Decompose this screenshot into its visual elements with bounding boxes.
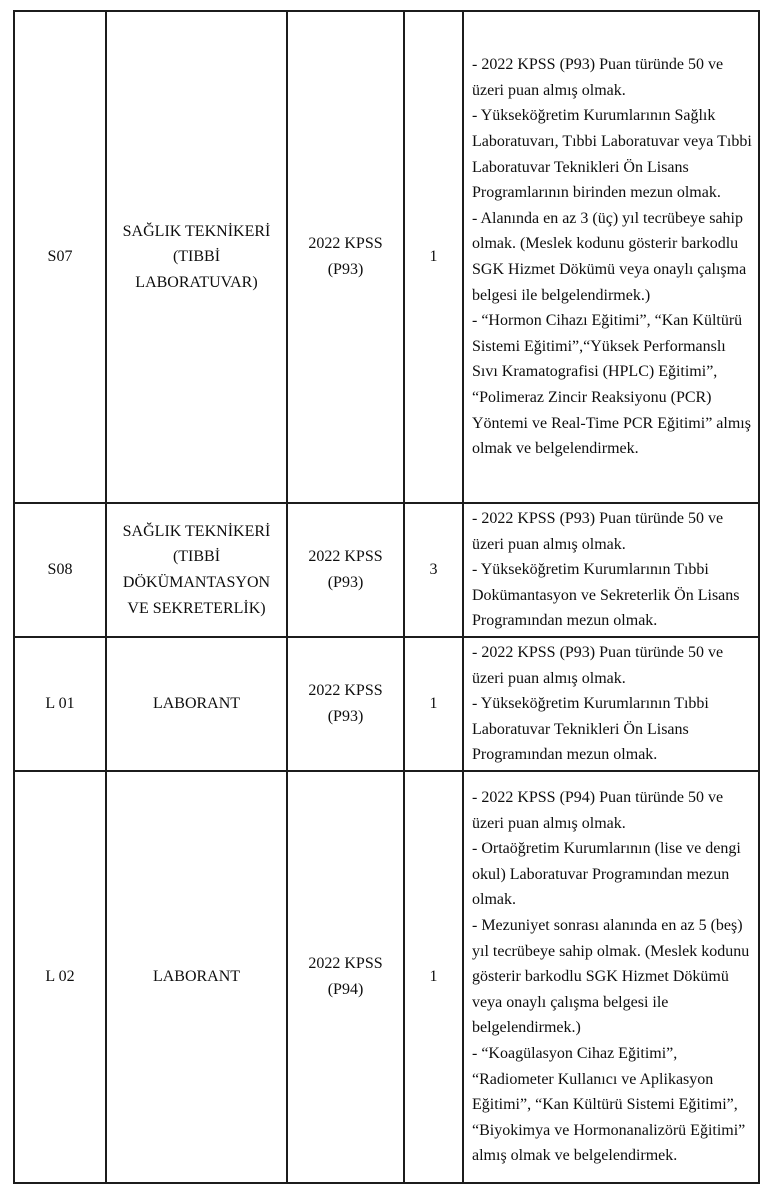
cell-position-code: S07 [14, 11, 106, 503]
requirement-item: - 2022 KPSS (P93) Puan türünde 50 ve üzeri puan almış olmak. [472, 56, 724, 99]
cell-position-count: 1 [404, 11, 463, 503]
cell-position-count: 1 [404, 771, 463, 1183]
requirement-item: - Yükseköğretim Kurumlarının Tıbbi Laboratuvar Teknikleri Ön Lisans Programından mezun olmak. [472, 695, 709, 764]
cell-requirements [463, 637, 759, 771]
requirement-item: - “Koagülasyon Cihaz Eğitimi”, “Radiometer Kullanıcı ve Aplikasyon Eğitimi”, “Kan Kültürü Sistemi Eğitimi”, “Biyokimya ve Hormonanalizörü Eğitimi” almış olmak ve belgelendirmek. [472, 1044, 746, 1165]
cell-requirements [463, 503, 759, 637]
cell-position-code: L 02 [14, 771, 106, 1183]
cell-position-count: 3 [404, 503, 463, 637]
requirement-item: - Yükseköğretim Kurumlarının Sağlık Laboratuvarı, Tıbbi Laboratuvar veya Tıbbi Laboratuvar Teknikleri Ön Lisans Programlarının birinden mezun olmak. [472, 107, 752, 202]
table-row [14, 771, 759, 1183]
positions-table [13, 10, 760, 1184]
requirement-item: - Yükseköğretim Kurumlarının Tıbbi Dokümantasyon ve Sekreterlik Ön Lisans Programından mezun olmak. [472, 561, 740, 630]
requirement-item: - Mezuniyet sonrası alanında en az 5 (beş) yıl tecrübeye sahip olmak. (Meslek kodunu gösterir barkodlu SGK Hizmet Dökümü veya onaylı çalışma belgesi ile belgelendirmek.) [472, 916, 750, 1037]
table-row [14, 503, 759, 637]
requirement-item: - Alanında en az 3 (üç) yıl tecrübeye sahip olmak. (Meslek kodunu gösterir barkodlu SGK Hizmet Dökümü veya onaylı çalışma belgesi ile belgelendirmek.) [472, 209, 747, 304]
table-row [14, 637, 759, 771]
cell-position-code: L 01 [14, 637, 106, 771]
requirement-item: - 2022 KPSS (P93) Puan türünde 50 ve üzeri puan almış olmak. [472, 643, 724, 687]
cell-position-title: LABORANT [106, 637, 287, 771]
cell-position-count: 1 [404, 637, 463, 771]
cell-requirements [463, 771, 759, 1183]
cell-position-title: SAĞLIK TEKNİKERİ (TIBBİ DÖKÜMANTASYON VE SEKRETERLİK) [106, 503, 287, 637]
requirement-item: - “Hormon Cihazı Eğitimi”, “Kan Kültürü Sistemi Eğitimi”,“Yüksek Performanslı Sıvı Kramatografisi (HPLC) Eğitimi”, “Polimeraz Zincir Reaksiyonu (PCR) Yöntemi ve Real-Time PCR Eğitimi” almış olmak ve belgelendirmek. [472, 312, 751, 458]
table-row [14, 11, 759, 503]
cell-exam-type: 2022 KPSS (P94) [287, 771, 404, 1183]
table-body [14, 11, 759, 1183]
cell-exam-type: 2022 KPSS (P93) [287, 503, 404, 637]
requirement-item: - 2022 KPSS (P94) Puan türünde 50 ve üzeri puan almış olmak. [472, 788, 724, 832]
cell-position-title: SAĞLIK TEKNİKERİ (TIBBİ LABORATUVAR) [106, 11, 287, 503]
cell-position-code: S08 [14, 503, 106, 637]
cell-exam-type: 2022 KPSS (P93) [287, 11, 404, 503]
requirement-item: - 2022 KPSS (P93) Puan türünde 50 ve üzeri puan almış olmak. [472, 510, 724, 553]
requirement-item: - Ortaöğretim Kurumlarının (lise ve dengi okul) Laboratuvar Programından mezun olmak. [472, 840, 741, 909]
cell-requirements [463, 11, 759, 503]
cell-position-title: LABORANT [106, 771, 287, 1183]
cell-exam-type: 2022 KPSS (P93) [287, 637, 404, 771]
